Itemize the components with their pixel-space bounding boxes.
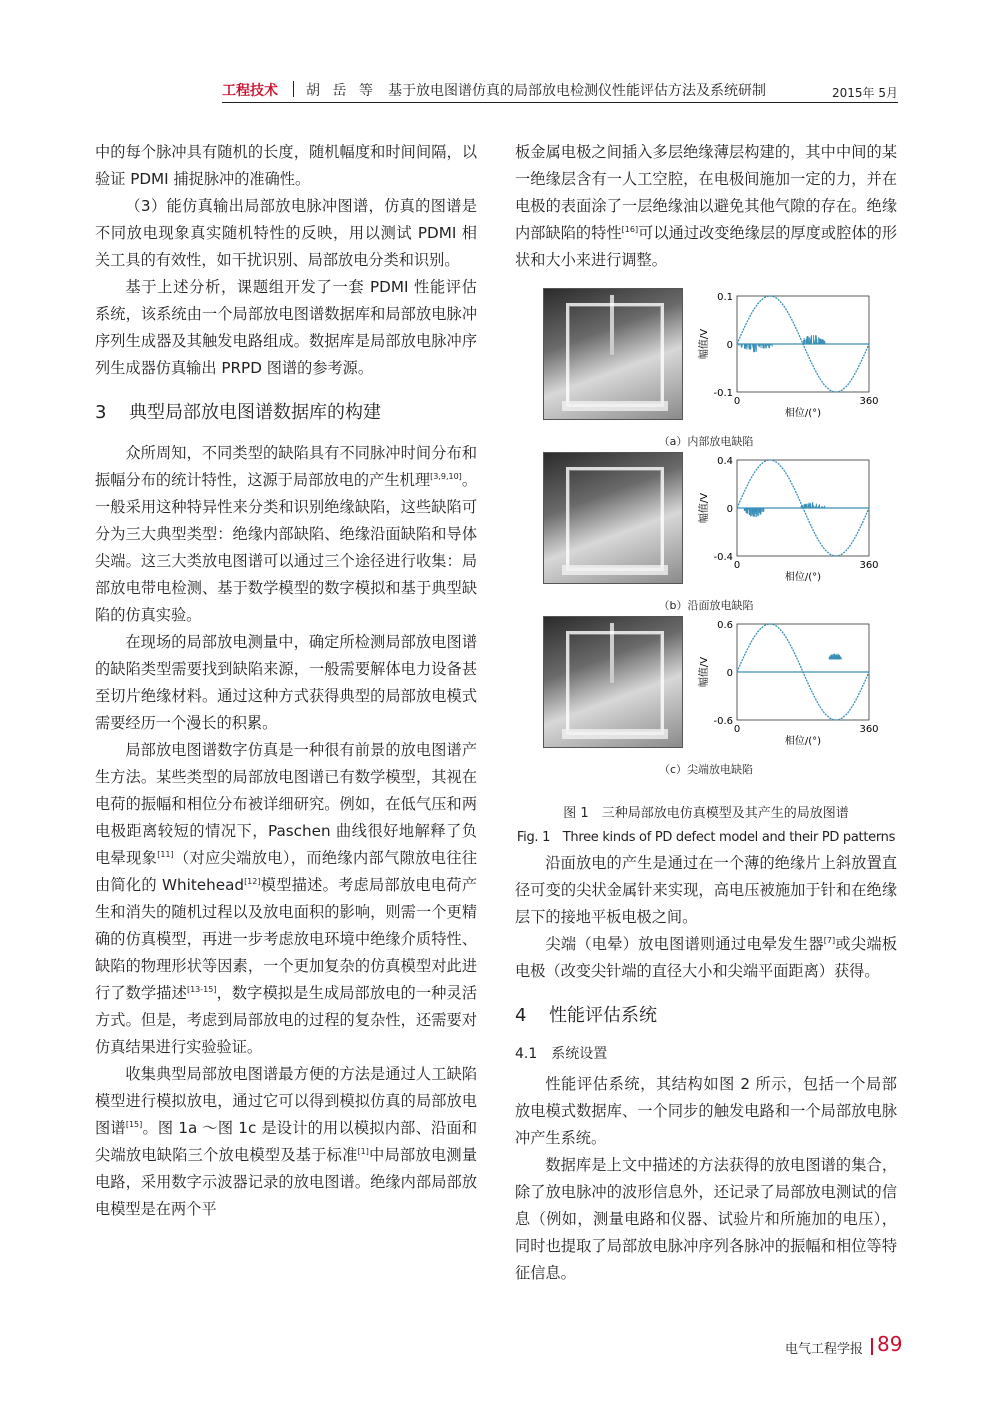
x-tick-label: 0 xyxy=(733,724,741,735)
paragraph: （3）能仿真输出局部放电脉冲图谱，仿真的图谱是不同放电现象真实随机特性的反映，用以测试 PDMI 相关工具的有效性，如干扰识别、局部放电分类和识别。 xyxy=(95,197,477,269)
subcaption-a: （a）内部放电缺陷 xyxy=(658,435,754,448)
left-column xyxy=(95,139,477,1223)
subcaption-c: （c）尖端放电缺陷 xyxy=(658,763,754,776)
subsection-heading-4-1: 4.1 系统设置 xyxy=(515,1046,608,1062)
paragraph: 沿面放电的产生是通过在一个薄的绝缘片上斜放置直径可变的尖状金属针来实现，高电压被施加于针和在绝缘层下的接地平板电极之间。 xyxy=(515,854,897,926)
citation: [7] xyxy=(823,936,836,945)
x-tick-label: 360 xyxy=(859,560,879,571)
paragraph: 在现场的局部放电测量中，确定所检测局部放电图谱的缺陷类型需要找到缺陷来源，一般需要解体电力设备甚至切片绝缘材料。通过这种方式获得典型的局部放电模式需要经历一个漫长的积累。 xyxy=(95,633,477,732)
citation: [1] xyxy=(357,1147,369,1156)
chart-internal xyxy=(689,288,889,420)
citation: [16] xyxy=(621,225,639,234)
paragraph: 尖端（电晕）放电图谱则通过电晕发生器[7]或尖端板电极（改变尖针端的直径大小和尖端平面距离）获得。 xyxy=(515,935,898,980)
pd-chart-svg xyxy=(689,616,889,748)
header-title: 基于放电图谱仿真的局部放电检测仪性能评估方法及系统研制 xyxy=(388,83,766,99)
y-axis-label: 幅值/V xyxy=(699,492,710,524)
header-divider xyxy=(293,81,294,97)
chart-corona xyxy=(689,616,889,748)
x-axis-label: 相位/(°) xyxy=(784,736,822,747)
y-tick-label: 0 xyxy=(726,504,733,515)
paragraph: 板金属电极之间插入多层绝缘薄层构建的，其中中间的某一绝缘层含有一人工空腔，在电极间施加一定的力，并在电极的表面涂了一层绝缘油以避免其他气隙的存在。绝缘内部缺陷的特性[16]可以通过改变绝缘层的厚度或腔体的形状和大小来进行调整。 xyxy=(515,143,898,269)
y-tick-label: -0.6 xyxy=(713,716,733,727)
right-column xyxy=(515,139,897,1287)
paragraph: 数据库是上文中描述的方法获得的放电图谱的集合，除了放电脉冲的波形信息外，还记录了局部放电测试的信息（例如，测量电路和仪器、试验片和所施加的电压），同时也提取了局部放电脉冲序列各脉冲的振幅和相位等特征信息。 xyxy=(515,1156,897,1282)
x-tick-label: 360 xyxy=(859,396,879,407)
x-axis-label: 相位/(°) xyxy=(784,572,822,583)
figure-caption-en: Fig. 1 Three kinds of PD defect model and their PD patterns xyxy=(516,830,896,845)
footer-divider xyxy=(871,1338,873,1355)
citation: [11] xyxy=(157,850,174,859)
paragraph: 众所周知，不同类型的缺陷具有不同脉冲时间分布和振幅分布的统计特性，这源于局部放电的产生机理[3,9,10]。一般采用这种特异性来分类和识别绝缘缺陷，这些缺陷可分为三大典型类型：绝缘内部缺陷、绝缘沿面缺陷和导体尖端。这三大类放电图谱可以通过三个途径进行收集：局部放电带电检测、基于数学模型的数字模拟和基于典型缺陷的仿真实验。 xyxy=(95,444,478,624)
pd-chart-svg xyxy=(689,452,889,584)
y-tick-label: 0.1 xyxy=(717,292,733,303)
citation: [15] xyxy=(125,1120,143,1129)
paragraph: 收集典型局部放电图谱最方便的方法是通过人工缺陷模型进行模拟放电，通过它可以得到模拟仿真的局部放电图谱[15]。图 1a ～图 1c 是设计的用以模拟内部、沿面和尖端放电缺陷三个放电模型及基于标准[1]中局部放电测量电路，采用数字示波器记录的放电图谱。绝缘内部局部放电模型是在两个平 xyxy=(95,1065,478,1218)
citation: [13-15] xyxy=(186,985,217,994)
citation: [3,9,10] xyxy=(430,472,462,481)
y-tick-label: 0.6 xyxy=(717,620,733,631)
journal-name: 电气工程学报 xyxy=(785,1342,864,1357)
corona-defect-photo xyxy=(543,616,683,748)
header-rule xyxy=(222,102,898,103)
chart-surface xyxy=(689,452,889,584)
page-footer xyxy=(785,1332,903,1358)
section-heading-4: 4 性能评估系统 xyxy=(515,1005,657,1026)
running-header xyxy=(222,78,898,102)
paragraph: 局部放电图谱数字仿真是一种很有前景的放电图谱产生方法。某些类型的局部放电图谱已有数学模型，其视在电荷的振幅和相位分布被详细研究。例如，在低气压和两电极距离较短的情况下，Paschen 曲线很好地解释了负电晕现象[11]（对应尖端放电），而绝缘内部气隙放电往往由简化的 Whitehead[12]模型描述。考虑局部放电电荷产生和消失的随机过程以及放电面积的影响，则需一个更精确的仿真模型，再进一步考虑放电环境中绝缘介质特性、缺陷的物理形状等因素，一个更加复杂的仿真模型对此进行了数学描述[13-15]，数字模拟是生成局部放电的一种灵活方式。但是，考虑到局部放电的过程的复杂性，还需要对仿真结果进行实验验证。 xyxy=(95,741,478,1056)
paragraph: 基于上述分析，课题组开发了一套 PDMI 性能评估系统，该系统由一个局部放电图谱数据库和局部放电脉冲序列生成器及其触发电路组成。数据库是局部放电脉冲序列生成器仿真输出 PRPD 图谱的参考源。 xyxy=(95,278,477,377)
y-tick-label: 0.4 xyxy=(717,456,733,467)
paragraph: 中的每个脉冲具有随机的长度，随机幅度和时间间隔，以验证 PDMI 捕捉脉冲的准确性。 xyxy=(95,143,477,188)
surface-defect-photo xyxy=(543,452,683,584)
paragraph: 性能评估系统，其结构如图 2 所示，包括一个局部放电模式数据库、一个同步的触发电路和一个局部放电脉冲产生系统。 xyxy=(515,1075,897,1147)
citation: [12] xyxy=(244,877,261,886)
page-number: 89 xyxy=(877,1332,903,1356)
x-tick-label: 360 xyxy=(859,724,879,735)
header-date: 2015年 5月 xyxy=(832,86,898,100)
y-axis-label: 幅值/V xyxy=(699,328,710,360)
header-authors: 胡 岳 等 xyxy=(306,83,377,99)
figure-caption-cn: 图 1 三种局部放电仿真模型及其产生的局放图谱 xyxy=(563,806,849,821)
figure-1 xyxy=(515,288,897,798)
x-tick-label: 0 xyxy=(733,560,741,571)
y-tick-label: -0.4 xyxy=(713,552,733,563)
y-tick-label: 0 xyxy=(726,668,733,679)
section-label: 工程技术 xyxy=(222,83,278,99)
x-axis-label: 相位/(°) xyxy=(784,408,822,419)
internal-defect-photo xyxy=(543,288,683,420)
y-tick-label: -0.1 xyxy=(713,388,733,399)
section-heading-3: 3 典型局部放电图谱数据库的构建 xyxy=(95,402,381,423)
y-tick-label: 0 xyxy=(726,340,733,351)
y-axis-label: 幅值/V xyxy=(699,656,710,688)
subcaption-b: （b）沿面放电缺陷 xyxy=(658,599,754,612)
x-tick-label: 0 xyxy=(733,396,741,407)
pd-chart-svg xyxy=(689,288,889,420)
